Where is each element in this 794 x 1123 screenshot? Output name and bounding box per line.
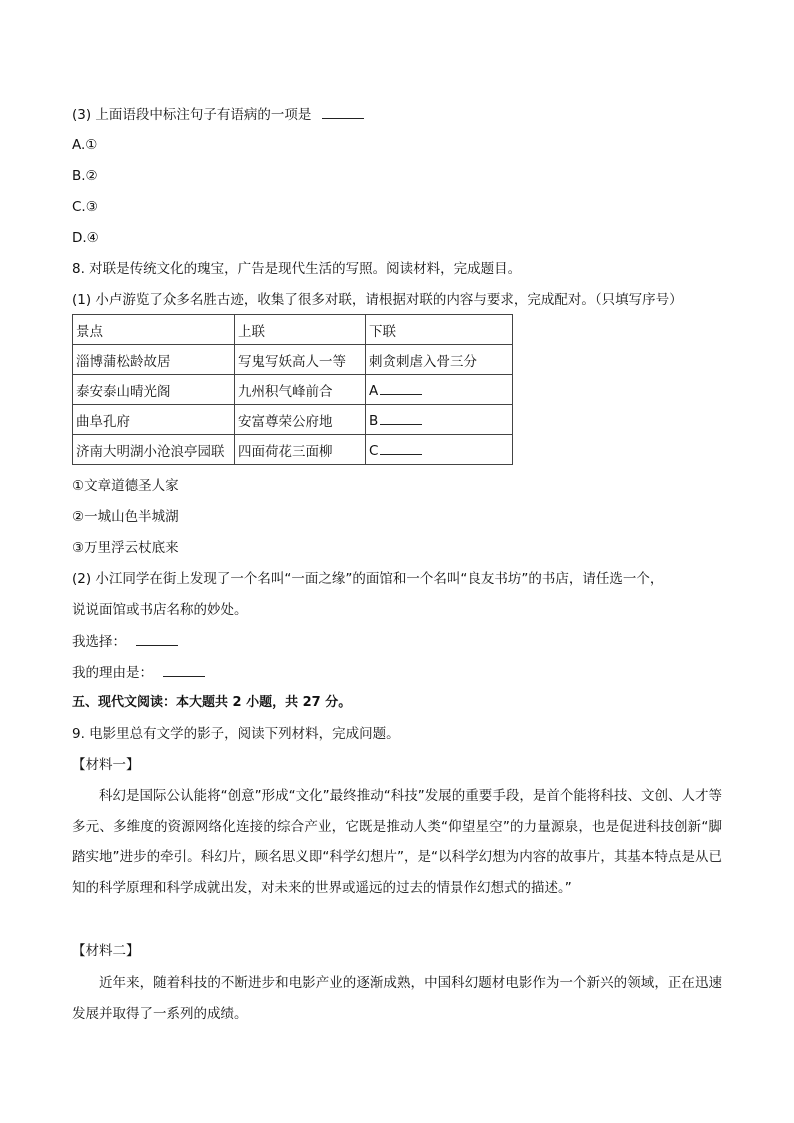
question-8-stem: 8. 对联是传统文化的瑰宝，广告是现代生活的写照。阅读材料，完成题目。 [72, 261, 522, 277]
material-2-label: 【材料二】 [72, 943, 140, 959]
material-2-text: 近年来，随着科技的不断进步和电影产业的逐渐成熟，中国科幻题材电影作为一个新兴的领域，正在迅速发展并取得了一系列的成绩。 [72, 975, 722, 1022]
table-cell [366, 405, 513, 435]
option-b: B.② [72, 168, 98, 184]
material-1-label: 【材料一】 [72, 757, 140, 773]
table-cell: 九州积气峰前合 [235, 375, 366, 405]
option-c: C.③ [72, 199, 98, 215]
answer-blank [322, 104, 364, 119]
table-cell: 泰安泰山晴光阁 [73, 375, 235, 405]
table-header: 下联 [366, 315, 513, 345]
option-a: A.① [72, 137, 98, 153]
material-1-body [72, 781, 722, 903]
question-8-part1: (1) 小卢游览了众多名胜古迹，收集了很多对联，请根据对联的内容与要求，完成配对。（只填写序号） [72, 292, 683, 308]
answer-blank [380, 410, 422, 425]
choose-label: 我选择： [72, 634, 126, 650]
section-heading: 五、现代文阅读：本大题共 2 小题，共 27 分。 [72, 695, 352, 710]
table-header-row [73, 315, 513, 345]
reason-label: 我的理由是： [72, 665, 153, 681]
couplet-table [72, 314, 513, 465]
question-3-stem: (3) 上面语段中标注句子有语病的一项是 [72, 107, 312, 123]
table-row [73, 405, 513, 435]
choose-line [72, 631, 178, 652]
table-cell: 刺贪刺虐入骨三分 [366, 345, 513, 375]
table-cell: 写鬼写妖高人一等 [235, 345, 366, 375]
question-9-stem: 9. 电影里总有文学的影子，阅读下列材料，完成问题。 [72, 726, 400, 742]
table-row [73, 375, 513, 405]
answer-slot-label: B [369, 413, 379, 429]
answer-blank [163, 662, 205, 677]
choice-2: ②一城山色半城湖 [72, 509, 179, 525]
table-row [73, 435, 513, 465]
material-2-body [72, 968, 722, 1029]
answer-blank [380, 440, 422, 455]
answer-slot-label: A [369, 383, 379, 399]
choice-1: ①文章道德圣人家 [72, 478, 179, 494]
table-cell: 淄博蒲松龄故居 [73, 345, 235, 375]
choice-3: ③万里浮云杖底来 [72, 540, 179, 556]
answer-blank [380, 380, 422, 395]
table-cell: 四面荷花三面柳 [235, 435, 366, 465]
table-cell [366, 375, 513, 405]
table-cell: 曲阜孔府 [73, 405, 235, 435]
reason-line [72, 662, 205, 683]
table-header: 上联 [235, 315, 366, 345]
table-cell: 安富尊荣公府地 [235, 405, 366, 435]
table-row [73, 345, 513, 375]
option-d: D.④ [72, 230, 99, 246]
table-cell [366, 435, 513, 465]
question-8-part2: (2) 小江同学在街上发现了一个名叫“一面之缘”的面馆和一个名叫“良友书坊”的书店，请任选一个， [72, 571, 664, 587]
material-1-text: 科幻是国际公认能将“创意”形成“文化”最终推动“科技”发展的重要手段，是首个能将科技、文创、人才等多元、多维度的资源网络化连接的综合产业，它既是推动人类“仰望星空”的力量源泉，也是促进科技创新“脚踏实地”进步的牵引。科幻片，顾名思义即“科学幻想片”，是“以科学幻想为内容的故事片，其基本特点是从已知的科学原理和科学成就出发，对未来的世界或遥远的过去的情景作幻想式的描述。” [72, 788, 722, 896]
answer-blank [136, 631, 178, 646]
question-8-part2-cont: 说说面馆或书店名称的妙处。 [72, 602, 248, 618]
question-3 [72, 104, 364, 125]
table-cell: 济南大明湖小沧浪亭园联 [73, 435, 235, 465]
table-header: 景点 [73, 315, 235, 345]
answer-slot-label: C [369, 443, 379, 459]
